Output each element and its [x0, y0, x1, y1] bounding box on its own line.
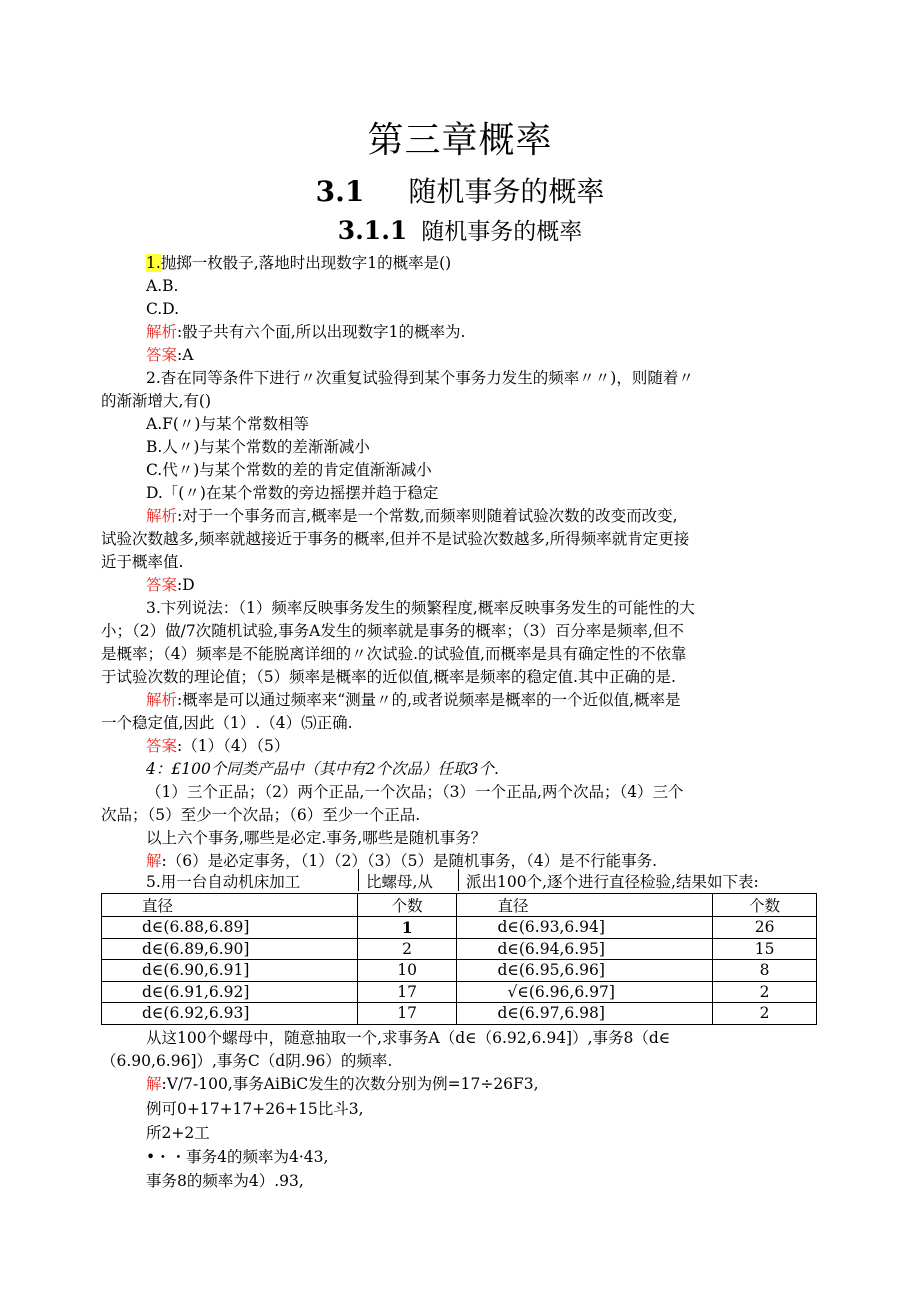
q1-options-ab: A.B. — [146, 277, 179, 295]
section-heading — [0, 170, 920, 210]
q2-answer-text: :D — [177, 576, 195, 594]
q5-after-line2: （6.90,6.96]）,事务C（d阴.96）的频率. — [101, 1052, 393, 1070]
q1-options-cd: C.D. — [146, 300, 180, 318]
q1-answer — [146, 344, 193, 366]
table-cell: 2 — [713, 981, 817, 1003]
table-cell: d∈(6.88,6.89] — [102, 917, 358, 939]
q3-line2: 小；（2）做/7次随机试验,事务A发生的频率就是事务的概率；（3）百分率是频率,但不 — [101, 622, 684, 640]
q3-analysis-line2: 一个稳定值,因此（1）.（4）⑸正确. — [101, 714, 353, 732]
table-row — [102, 981, 817, 1003]
q5-after-line1: 从这100个螺母中，随意抽取一个,求事务A（d∈（6.92,6.94]）,事务8（d∈ — [146, 1029, 671, 1047]
q4-solution-label: 解 — [146, 852, 162, 870]
header-count-1: 个数 — [357, 894, 457, 917]
q4-line2: （1）三个正品；（2）两个正品,一个次品；（3）一个正品,两个次品；（4）三个 — [146, 783, 684, 801]
section-number: 3.1 — [315, 175, 365, 208]
q2-answer-label: 答案 — [146, 576, 178, 594]
q5-calc4: 事务8的频率为4）.93, — [146, 1172, 304, 1190]
table-cell: d∈(6.92,6.93] — [102, 1003, 358, 1025]
table-cell: 15 — [713, 938, 817, 960]
q1-question — [146, 252, 451, 274]
q3-line4: 于试验次数的理论值；（5）频率是概率的近似值,概率是频率的稳定值.其中正确的是. — [101, 668, 676, 686]
q2-option-c: C.代〃)与某个常数的差的肯定值渐渐减小 — [146, 461, 432, 479]
q2-analysis-line2: 试验次数越多,频率就越接近于事务的概率,但并不是试验次数越多,所得频率就肯定更接 — [101, 530, 690, 548]
q5-intro-part3: 派出100个,逐个进行直径检验,结果如下表: — [466, 873, 759, 891]
table-cell: 2 — [713, 1003, 817, 1025]
q2-analysis-line3: 近于概率值. — [101, 553, 184, 571]
chapter-title: 第三章概率 — [367, 120, 553, 161]
q3-answer-label: 答案 — [146, 737, 178, 755]
q5-intro-part1: 5.用一台自动机床加工 — [146, 873, 301, 891]
q5-solution-label: 解 — [146, 1075, 162, 1093]
table-row — [102, 960, 817, 982]
q5-intro-divider-1 — [358, 869, 359, 891]
table-cell: 1 — [357, 917, 457, 939]
q2-option-a: A.F(〃)与某个常数相等 — [146, 415, 309, 433]
q4-line4: 以上六个事务,哪些是必定.事务,哪些是随机事务？ — [146, 829, 487, 847]
table-cell: d∈(6.93,6.94] — [457, 917, 713, 939]
q5-solution — [146, 1073, 539, 1095]
table-cell: 10 — [357, 960, 457, 982]
section-title: 随机事务的概率 — [408, 175, 605, 208]
table-cell: d∈(6.95,6.96] — [457, 960, 713, 982]
table-row — [102, 1003, 817, 1025]
q5-intro-part2: 比螺母,从 — [366, 873, 433, 891]
table-header-row — [102, 894, 817, 917]
q3-answer-text: :（1）（4）（5） — [177, 737, 290, 755]
q1-answer-label: 答案 — [146, 346, 178, 364]
subsection-title: 随机事务的概率 — [421, 219, 583, 245]
q1-answer-text: :A — [177, 346, 194, 364]
q1-number: 1. — [146, 254, 161, 272]
table-cell: d∈(6.94,6.95] — [457, 938, 713, 960]
q2-line1: 2.杳在同等条件下进行〃次重复试验得到某个事务力发生的频率〃〃)，则随着〃 — [146, 369, 694, 387]
subsection-number: 3.1.1 — [337, 216, 408, 245]
table-cell: √∈(6.96,6.97] — [457, 981, 713, 1003]
q2-analysis-text1: :对于一个事务而言,概率是一个常数,而频率则随着试验次数的改变而改变, — [177, 507, 678, 525]
q4-line3: 次品；（5）至少一个次品；（6）至少一个正品. — [101, 806, 421, 824]
q4-solution — [146, 850, 657, 872]
q2-analysis-label: 解析 — [146, 507, 178, 525]
table-cell: d∈(6.89,6.90] — [102, 938, 358, 960]
q5-calc2: 所2+2工 — [146, 1124, 210, 1142]
table-cell: d∈(6.90,6.91] — [102, 960, 358, 982]
q3-analysis-label: 解析 — [146, 691, 178, 709]
table-cell: 8 — [713, 960, 817, 982]
header-diameter-1: 直径 — [102, 894, 358, 917]
q2-line2: 的渐渐增大,有() — [101, 392, 212, 410]
table-cell: d∈(6.91,6.92] — [102, 981, 358, 1003]
table-cell: 26 — [713, 917, 817, 939]
subsection-heading — [0, 213, 920, 246]
q1-text: 抛掷一枚骰子,落地时出现数字1的概率是() — [160, 254, 452, 272]
diameter-table — [101, 893, 817, 1025]
table-cell: 17 — [357, 1003, 457, 1025]
q3-analysis-text1: :概率是可以通过频率来“测量〃的,或者说频率是概率的一个近似值,概率是 — [177, 691, 681, 709]
q4-solution-text: :（6）是必定事务，（1）（2）（3）（5）是随机事务，（4）是不行能事务. — [161, 852, 658, 870]
q5-intro-divider-2 — [458, 869, 459, 891]
header-diameter-2: 直径 — [457, 894, 713, 917]
table-cell: d∈(6.97,6.98] — [457, 1003, 713, 1025]
q3-answer — [146, 735, 289, 757]
table-cell: 17 — [357, 981, 457, 1003]
q2-answer — [146, 574, 195, 596]
q3-line1: 3.卞列说法：（1）频率反映事务发生的频繁程度,概率反映事务发生的可能性的大 — [146, 599, 695, 617]
header-count-2: 个数 — [713, 894, 817, 917]
q2-analysis-line1 — [146, 505, 678, 527]
q5-calc3: •・・事务4的频率为4·43, — [146, 1148, 329, 1166]
table-row — [102, 938, 817, 960]
q3-analysis-line1 — [146, 689, 681, 711]
q4-line1: 4：£100个同类产品中（其中有2个次品）任取3个. — [146, 760, 499, 778]
q5-solution-text: :V/7-100,事务AiBiC发生的次数分别为例=17÷26F3, — [161, 1075, 539, 1093]
q1-analysis — [146, 321, 465, 343]
q3-line3: 是概率；（4）频率是不能脱离详细的〃次试验.的试验值,而概率是具有确定性的不依靠 — [101, 645, 687, 663]
q1-analysis-text: :骰子共有六个面,所以出现数字1的概率为. — [177, 323, 466, 341]
q5-calc1: 例可0+17+17+26+15比斗3, — [146, 1100, 364, 1118]
q1-analysis-label: 解析 — [146, 323, 178, 341]
q2-option-d: D.「(〃)在某个常数的旁边摇摆并趋于稳定 — [146, 484, 439, 502]
table-row — [102, 917, 817, 939]
q2-option-b: B.人〃)与某个常数的差渐渐减小 — [146, 438, 370, 456]
table-cell: 2 — [357, 938, 457, 960]
